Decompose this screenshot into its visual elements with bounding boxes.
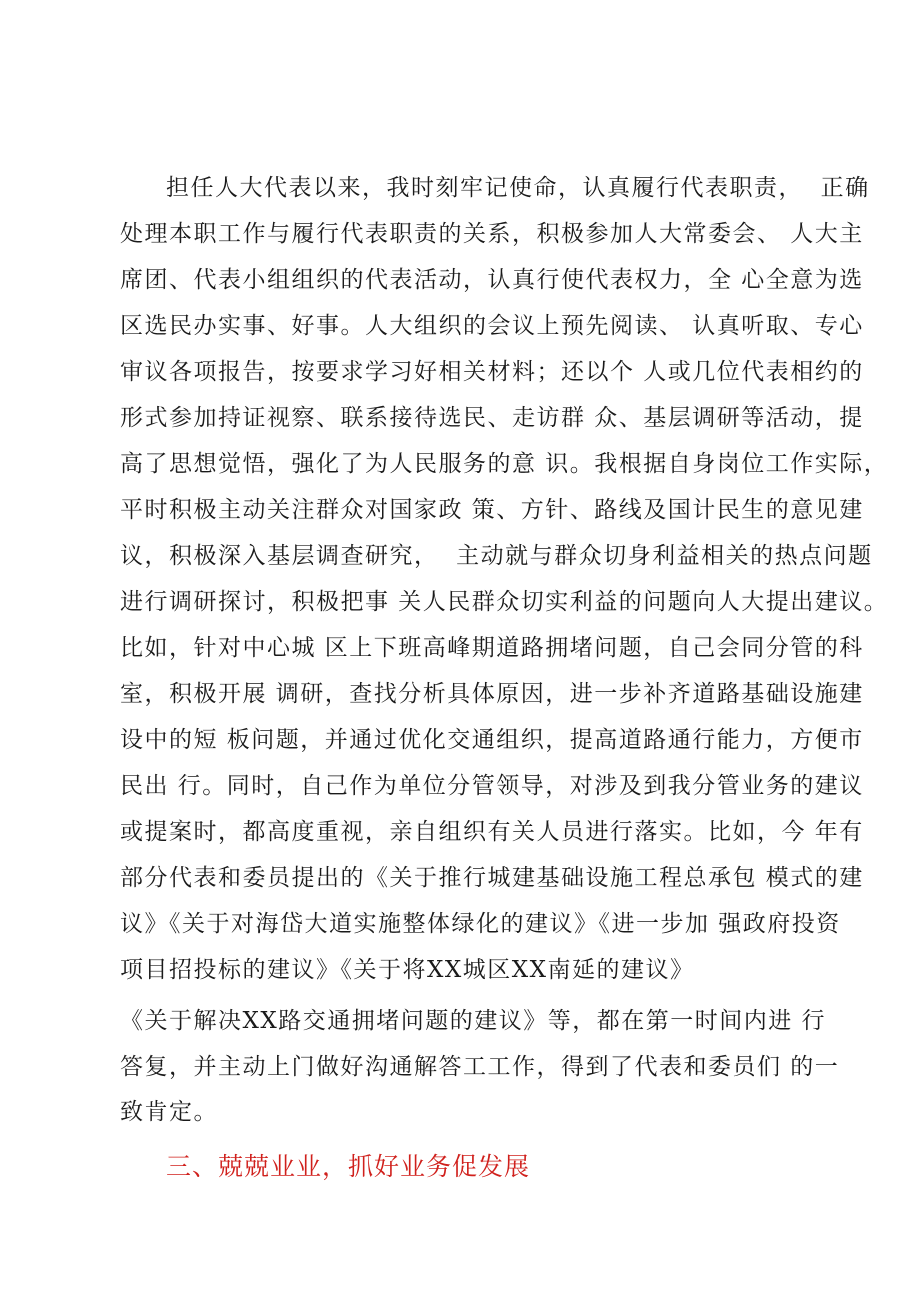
paragraph-line: 议》《关于对海岱大道实施整体绿化的建议》《进一步加 强政府投资 (120, 911, 841, 937)
paragraph-line: 室，积极开展 调研，查找分析具体原因，进一步补齐道路基础设施建 (120, 681, 864, 707)
paragraph-line: 致肯定。 (120, 1099, 218, 1125)
paragraph-line: 民出 行。同时，自己作为单位分管领导，对涉及到我分管业务的建议 (120, 773, 864, 799)
paragraph-line: 平时积极主动关注群众对国家政 策、方针、路线及国计民生的意见建 (120, 497, 864, 523)
paragraph-line: 担任人大代表以来，我时刻牢记使命，认真履行代表职责， 正确 (166, 175, 870, 201)
paragraph-line: 《关于解决XX路交通拥堵问题的建议》等，都在第一时间内进 行 (120, 1008, 827, 1034)
paragraph-line: 或提案时，都高度重视，亲自组织有关人员进行落实。比如，今 年有 (120, 819, 864, 845)
section-heading: 三、兢兢业业，抓好业务促发展 (166, 1152, 531, 1181)
paragraph-line: 答复，并主动上门做好沟通解答工工作，得到了代表和委员们 的一 (120, 1054, 840, 1080)
paragraph-line: 审议各项报告，按要求学习好相关材料；还以个 人或几位代表相约的 (120, 359, 864, 385)
paragraph-line: 设中的短 板问题，并通过优化交通组织，提高道路通行能力，方便市 (120, 727, 864, 753)
paragraph-line: 形式参加持证视察、联系接待选民、走访群 众、基层调研等活动，提 (120, 405, 864, 431)
paragraph-line: 席团、代表小组组织的代表活动，认真行使代表权力，全 心全意为选 (120, 267, 864, 293)
paragraph-line: 区选民办实事、好事。人大组织的会议上预先阅读、 认真听取、专心 (120, 313, 864, 339)
paragraph-line: 项目招投标的建议》《关于将XX城区XX南延的建议》 (120, 957, 695, 983)
paragraph-line: 部分代表和委员提出的《关于推行城建基础设施工程总承包 模式的建 (120, 865, 864, 891)
paragraph-line: 比如，针对中心城 区上下班高峰期道路拥堵问题，自己会同分管的科 (120, 635, 864, 661)
paragraph-line: 进行调研探讨，积极把事 关人民群众切实利益的问题向人大提出建议。 (120, 589, 889, 615)
paragraph-line: 议，积极深入基层调查研究， 主动就与群众切身利益相关的热点问题 (120, 543, 873, 569)
paragraph-line: 处理本职工作与履行代表职责的关系，积极参加人大常委会、 人大主 (120, 221, 864, 247)
paragraph-line: 高了思想觉悟，强化了为人民服务的意 识。我根据自身岗位工作实际， (120, 451, 889, 477)
